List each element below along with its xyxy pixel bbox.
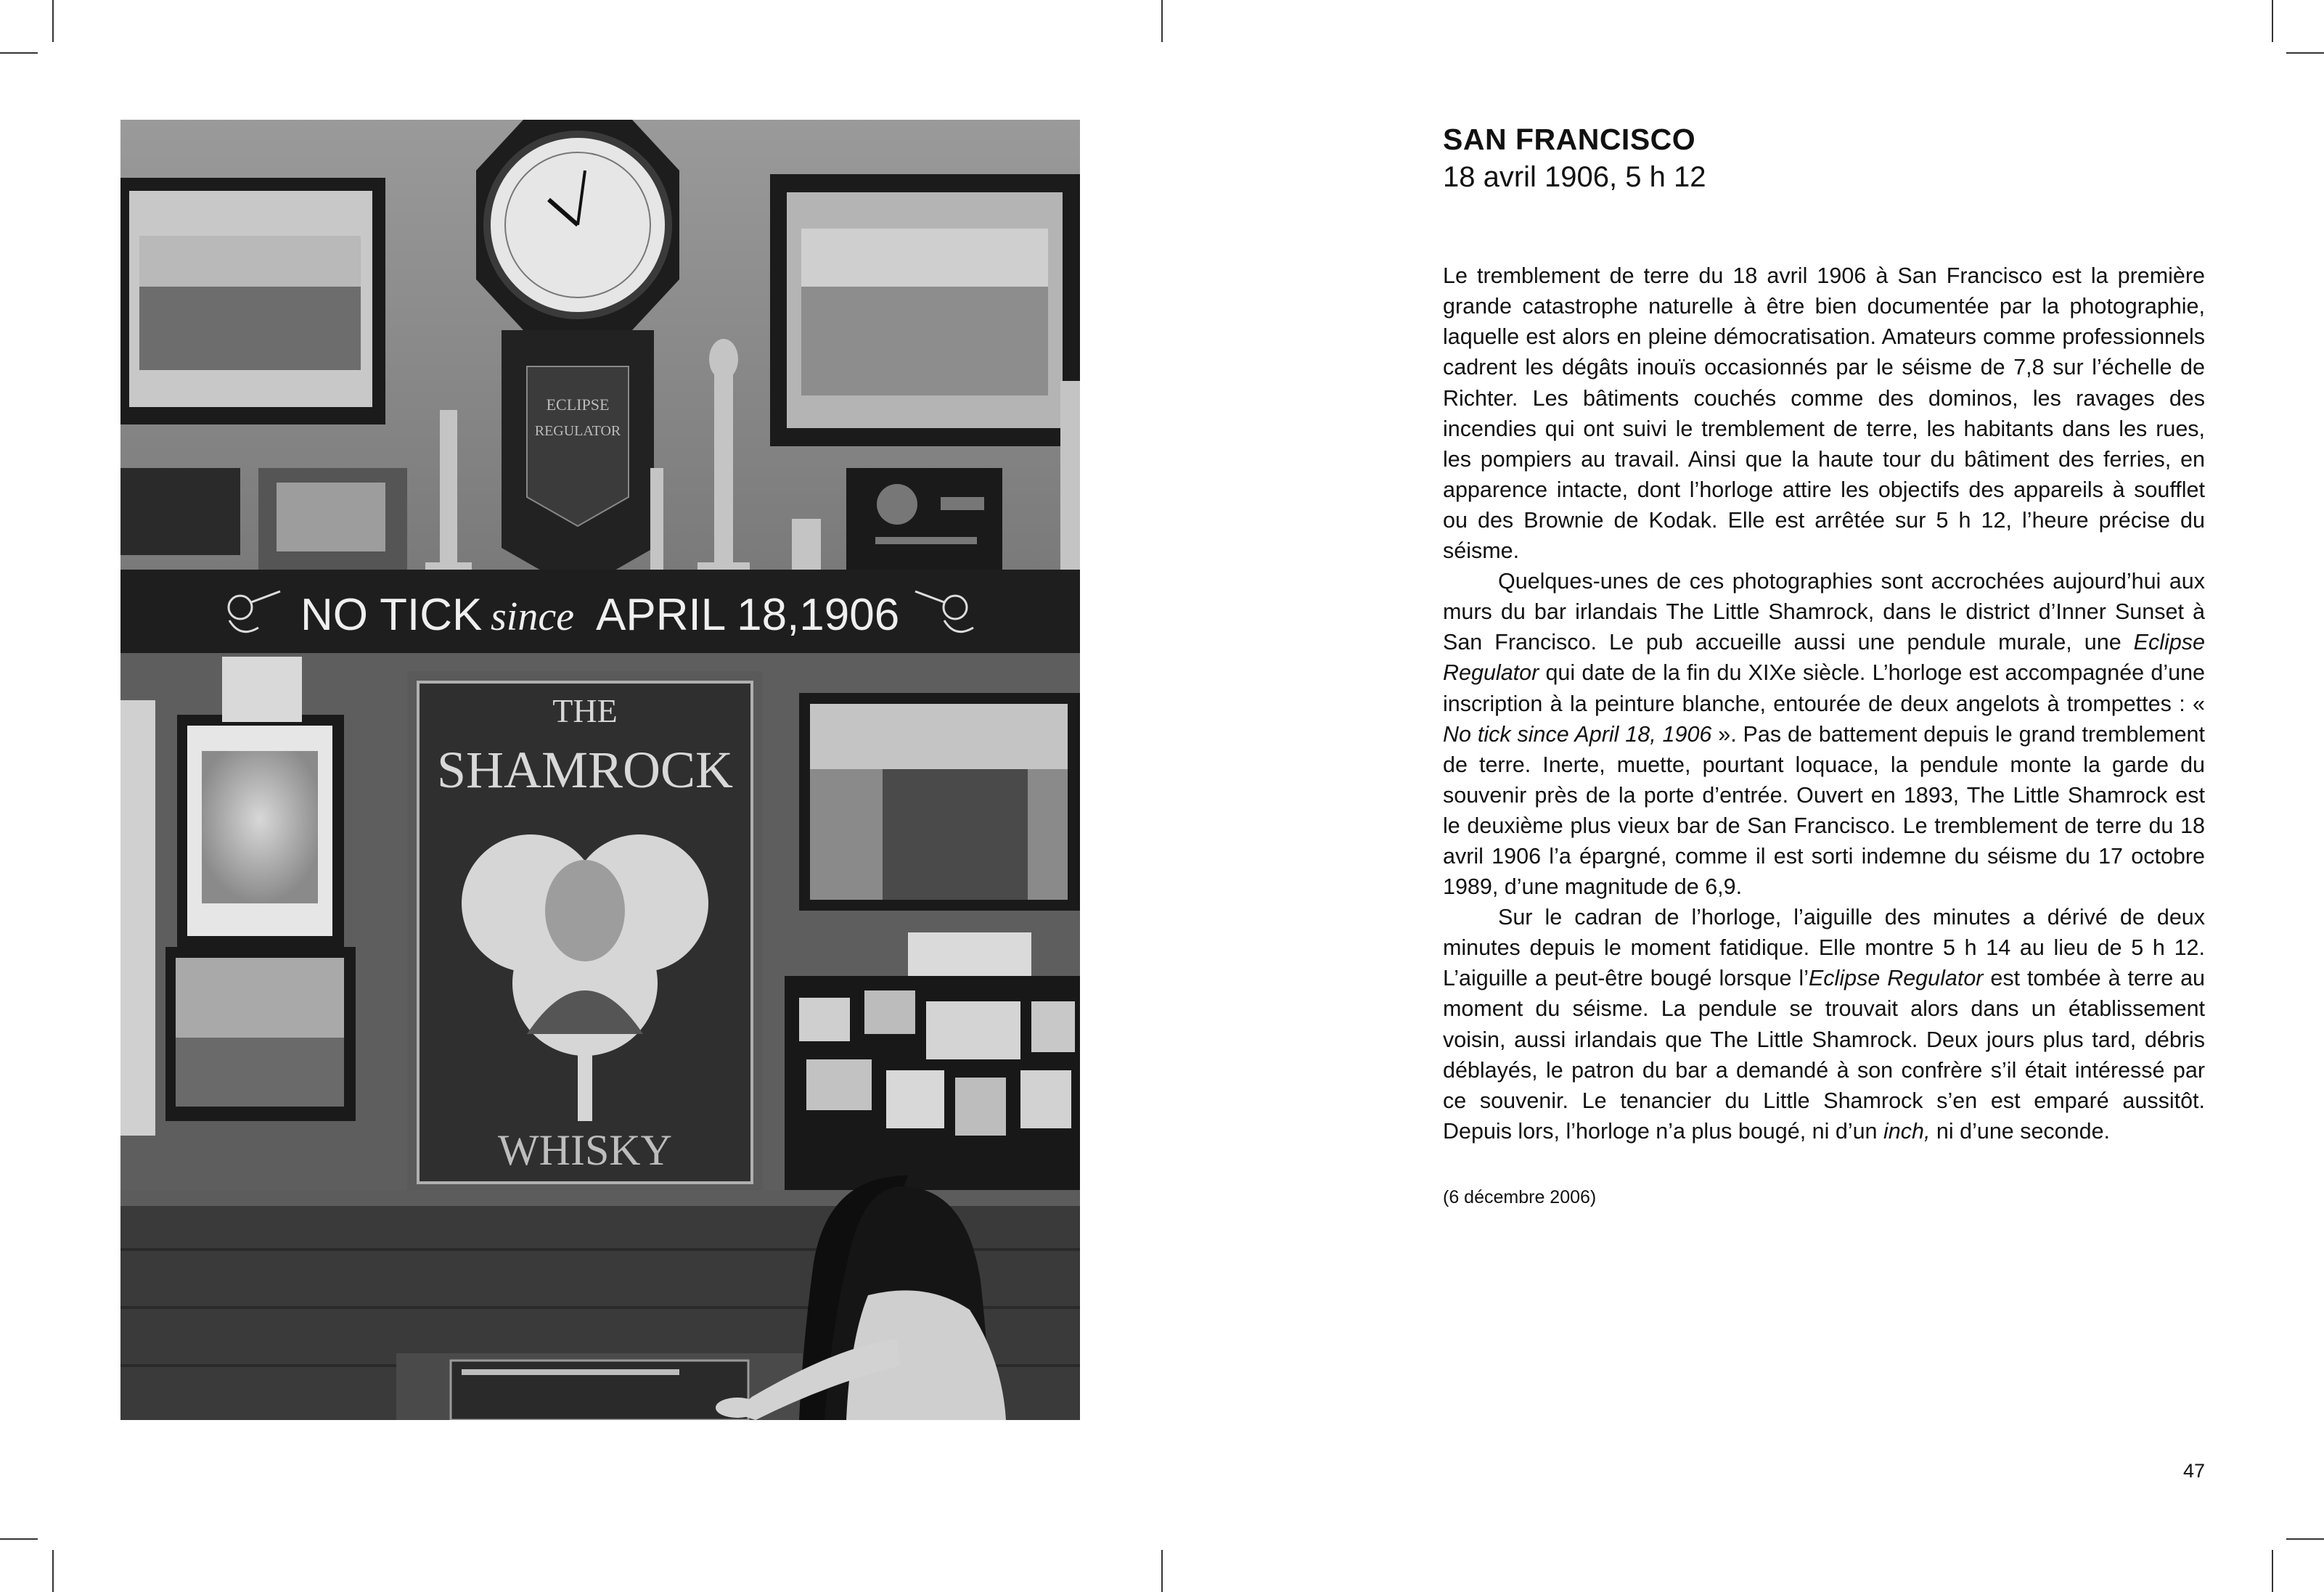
article bbox=[1443, 122, 2205, 1208]
mirror-text-shamrock: SHAMROCK bbox=[436, 741, 734, 799]
article-body bbox=[1443, 260, 2205, 1146]
eclipse-regulator-clock bbox=[476, 120, 679, 591]
paragraph-2 bbox=[1443, 566, 2205, 902]
sign-text-no-tick: NO TICK bbox=[300, 590, 483, 640]
italic-segment: Eclipse Regulator bbox=[1443, 630, 2205, 686]
text-segment: qui date de la fin du XIXe siècle. L’horloge est accompagnée d’une inscription à la peinture blanche, entourée de deux angelots à trompettes : « bbox=[1443, 660, 2205, 716]
crop-mark bbox=[0, 1538, 38, 1540]
mirror-text-the: THE bbox=[552, 692, 618, 729]
crop-mark bbox=[52, 0, 54, 42]
framed-photo-top-left bbox=[120, 178, 385, 424]
paragraph-1: Le tremblement de terre du 18 avril 1906 à San Francisco est la première grande catastrophe naturelle à être bien documentée par la photographie, laquelle est alors en pleine démocratisation. Amateurs comme professionnels cadrent les dégâts inouïs occasionnés par le séisme de 7,8 sur l’échelle de Richter. Les bâtiments couchés comme des dominos, les ravages des incendies qui ont suivi le tremblement de terre, les habitants dans les rues, les pompiers au travail. Ainsi que la haute tour du bâtiment des ferries, en apparence intacte, dont l’horloge attire les objectifs des appareils à soufflet ou des Brownie de Kodak. Elle est arrêtée sur 5 h 12, l’heure précise du séisme. bbox=[1443, 263, 2205, 564]
italic-segment: Eclipse Regulator bbox=[1808, 966, 1984, 991]
italic-segment: No tick since April 18, 1906 bbox=[1443, 721, 1712, 747]
paragraph-3 bbox=[1443, 902, 2205, 1146]
italic-segment: inch, bbox=[1883, 1118, 1931, 1144]
article-subtitle: 18 avril 1906, 5 h 12 bbox=[1443, 161, 1706, 194]
text-segment: est tombée à terre au moment du séisme. La pendule se trouvait alors dans un établissement voisin, aussi irlandais que The Little Shamrock. Deux jours plus tard, débris déblayés, le patron du bar a demandé à son confrère s’il était intéressé par ce souvenir. Le tenancier du Little Shamrock s’en est emparé aussitôt. Depuis lors, l’horloge n’a plus bougé, ni d’un bbox=[1443, 966, 2205, 1144]
framed-photo-top-right bbox=[770, 174, 1080, 446]
clock-label-eclipse: ECLIPSE bbox=[546, 395, 610, 414]
sign-text-since: since bbox=[491, 594, 575, 639]
mirror-text-whisky: WHISKY bbox=[498, 1126, 672, 1174]
crop-mark bbox=[2272, 0, 2273, 42]
page-number: 47 bbox=[2182, 1460, 2205, 1482]
bar-photograph bbox=[120, 120, 1080, 1420]
clock-label-regulator: REGULATOR bbox=[534, 423, 621, 439]
sign-text-date: APRIL 18,1906 bbox=[596, 590, 900, 640]
crop-mark bbox=[1161, 1550, 1163, 1592]
crop-mark bbox=[0, 52, 38, 54]
crop-mark bbox=[1161, 0, 1163, 42]
date-note: (6 décembre 2006) bbox=[1443, 1186, 1597, 1207]
crop-mark bbox=[52, 1550, 54, 1592]
text-segment: ». Pas de battement depuis le grand tremblement de terre. Inerte, muette, pourtant loquace, la pendule monte la garde du souvenir près de la porte d’entrée. Ouvert en 1893, The Little Shamrock est le deuxième plus vieux bar de San Francisco. Le tremblement de terre du 18 avril 1906 l’a épargné, comme il est sorti indemne du séisme du 17 octobre 1989, d’une magnitude de 6,9. bbox=[1443, 721, 2205, 900]
article-title: SAN FRANCISCO bbox=[1443, 123, 1696, 156]
shamrock-mirror bbox=[407, 671, 763, 1194]
crop-mark bbox=[2286, 52, 2324, 54]
crop-mark bbox=[2286, 1538, 2324, 1540]
text-segment: Sur le cadran de l’horloge, l’aiguille des minutes a dérivé de deux minutes depuis le moment fatidique. Elle montre 5 h 14 au lieu de 5 h 12. L’aiguille a peut-être bougé lorsque l’ bbox=[1443, 905, 2205, 991]
no-tick-sign bbox=[120, 570, 1080, 653]
text-segment: Quelques-unes de ces photographies sont accrochées aujourd’hui aux murs du bar irlandais The Little Shamrock, dans le district d’Inner Sunset à San Francisco. Le pub accueille aussi une pendule murale, une bbox=[1443, 569, 2205, 655]
text-segment: ni d’une seconde. bbox=[1930, 1118, 2111, 1144]
crop-mark bbox=[2272, 1550, 2273, 1592]
